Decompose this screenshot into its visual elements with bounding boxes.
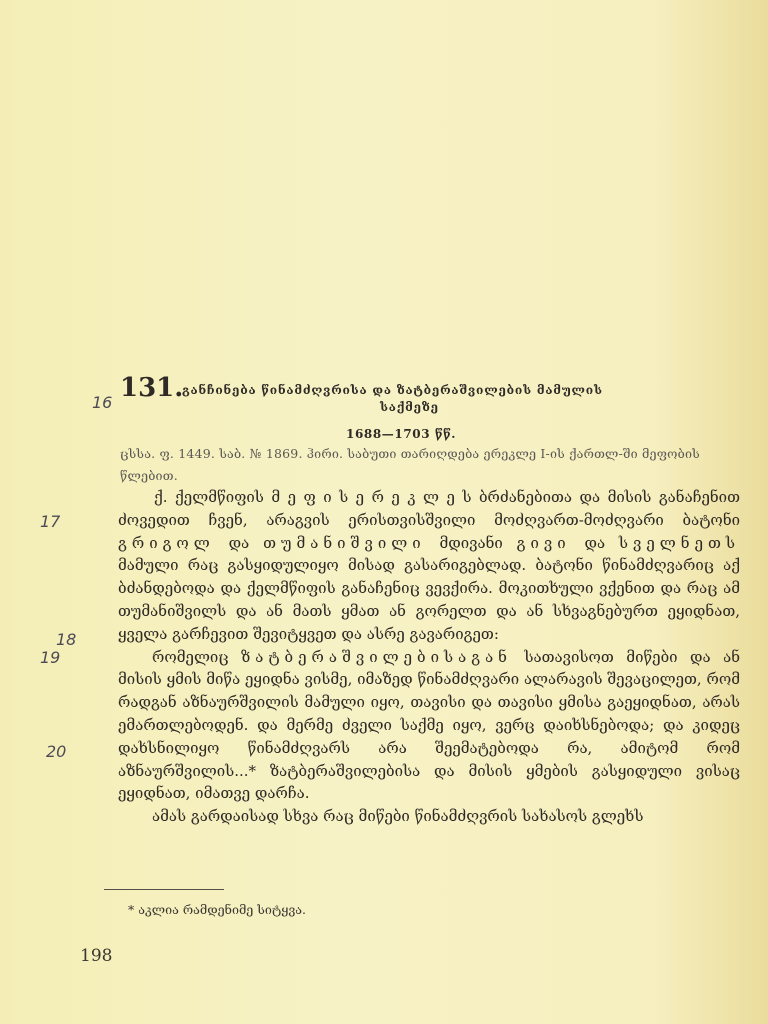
document-title-line-1: განჩინება წინამძღვრისა და ზატბერაშვილების მამულის <box>182 383 603 397</box>
margin-annotation-3: 18 <box>56 630 77 649</box>
document-body <box>118 486 740 828</box>
p1-text-c: მდივანი <box>425 533 517 552</box>
archival-source-note: ცსსა. ფ. 1449. საბ. № 1869. ჰირი. საბუთი თარიღდება ერეკლე I-ის ქართლ-ში მეფობის წლებით. <box>120 446 700 483</box>
margin-annotation-1: 16 <box>92 393 113 412</box>
p2-text-b: სათავისოთ მიწები და ან მისის ყმის მიწა ეყიდნა ვისმე, იმაზედ წინამძღვარი ალარავის შევაცილეთ, რომ რადგან აზნაურშვილის მამული იყო, თავისი და თავისი ყმისა გაეყიდნათ, არას ემართლებოდენ. და მერმე ძველი საქმე იყო, ვერც დაიხსნებოდა; და კიდეც დახსნილიყო წინამძღვარს არა შეემატებოდა რა, ამიტომ რომ აზნაურშვილის...* ზატბერაშვილებისა და მისის ყმების გასყიდული ვისაც ეყიდნათ, იმათვე დარჩა. <box>118 647 740 803</box>
footnote: * აკლია რამდენიმე სიტყვა. <box>128 902 307 917</box>
document-dates: 1688—1703 წწ. <box>346 427 457 441</box>
body-paragraph-3: ამას გარდაისად სხვა რაც მიწები წინამძღვრის სახასოს გლეხს <box>152 807 644 826</box>
p1-text-b: და <box>214 533 264 552</box>
margin-annotation-5: 20 <box>46 742 67 761</box>
p1-text-d: და <box>570 533 619 552</box>
p1-text-a: ქ. ქელმწიფის მ ე ფ ი ს ე რ ე კ ლ ე ს ბრძანებითა და მისის განაჩენით ძოვედით ჩვენ, არაგვის ერისთვისშვილი მოძღვართ-მოძღვარი ბატონი <box>118 488 740 529</box>
p2-text-a: რომელიც <box>152 647 241 666</box>
footnote-rule <box>104 889 224 890</box>
person-name-svelnets: სველნეთს <box>618 533 741 552</box>
page-number: 198 <box>80 946 113 966</box>
person-name-givi: გივი <box>516 533 571 552</box>
p1-text-e: მამული რაც გასყიდულიყო მისად გასარიგებლად. ბატონი წინამძღვარიც აქ ბძანდებოდა და ქელმწიფის განაჩენიც ვევქირა. მოკითხული ვქენით და რაც ამ თუმანიშვილს და ან მათს ყმათ ან გორელთ და ან სხვაგნებურთ ეყიდნათ, ყველა გარჩევით შევიტყვეთ და ასრე გავარიგეთ: <box>118 556 740 643</box>
body-paragraph-2 <box>118 646 740 806</box>
margin-annotation-4: 19 <box>40 648 61 667</box>
document-number: 131. <box>120 373 184 403</box>
document-title-line-2: საქმეზე <box>380 400 439 414</box>
person-name-tumanishvili: თუმანიშვილი <box>263 533 426 552</box>
body-paragraph-1 <box>118 486 740 646</box>
person-name-grigol: გრიგოლ <box>118 533 215 552</box>
family-name-zatberashvili: ზატბერაშვილებისაგან <box>240 647 512 666</box>
margin-annotation-2: 17 <box>40 512 61 531</box>
